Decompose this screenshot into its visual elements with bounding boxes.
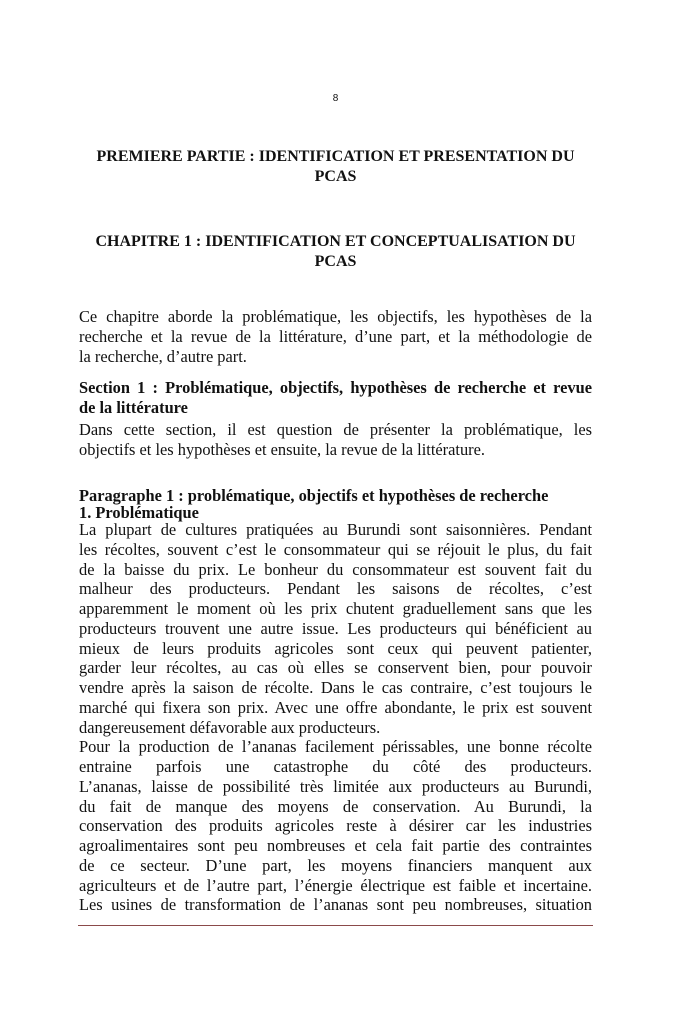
chapter-title [79,232,592,272]
problematique-body [79,520,592,915]
paragraph-title: Paragraphe 1 : problématique, objectifs et hypothèses de recherche [79,486,549,505]
text-line: malheur des producteurs. Pendant les saisons de récoltes, c’est [79,579,592,599]
text-line: La plupart de cultures pratiquées au Burundi sont saisonnières. Pendant [79,520,592,539]
text-line: Section 1 : Problématique, objectifs, hypothèses de recherche et revue [79,378,592,397]
text-line: conservation des produits agricoles reste à désirer car les industries [79,816,592,836]
text-line: de la littérature [79,398,188,417]
text-line: Dans cette section, il est question de présenter la problématique, les [79,420,592,439]
section-body [79,420,592,460]
text-line: vendre après la saison de récolte. Dans le cas contraire, c’est toujours le [79,678,592,697]
text-line: recherche et la revue de la littérature, d’une part, et la méthodologie de [79,327,592,346]
part-title [79,147,592,187]
page-number: 8 [332,93,339,104]
text-line: Ce chapitre aborde la problématique, les objectifs, les hypothèses de la [79,307,592,326]
chapter-title-line: PCAS [314,253,357,270]
paragraph-heading [79,487,592,521]
text-line: mieux de leurs produits agricoles sont ceux qui peuvent patienter, [79,638,592,658]
text-line: agriculteurs et de l’autre part, l’énergie électrique est faible et incertaine. [79,875,592,895]
part-title-line: PREMIERE PARTIE : IDENTIFICATION ET PRESENTATION DU [96,148,575,165]
text-line: du fait de manque des moyens de conservation. Au Burundi, la [79,796,592,816]
text-line: apparemment le moment où les prix chutent graduellement sans que les [79,599,592,618]
text-line: marché qui fixera son prix. Avec une offre abondante, le prix est souvent [79,697,592,717]
text-line: objectifs et les hypothèses et ensuite, la revue de la littérature. [79,440,485,459]
text-line: les récoltes, souvent c’est le consommateur qui se réjouit le plus, du fait [79,539,592,559]
text-line: L’ananas, laisse de possibilité très limitée aux producteurs au Burundi, [79,776,592,796]
text-line: dangereusement défavorable aux producteurs. [79,717,381,737]
text-line: de la baisse du prix. Le bonheur du consommateur est souvent fait du [79,559,592,579]
part-title-line: PCAS [314,168,357,185]
text-line: de ce secteur. D’une part, les moyens financiers manquent aux [79,855,592,875]
text-line: producteurs trouvent une autre issue. Les producteurs qui bénéficient au [79,618,592,638]
text-line: garder leur récoltes, au cas où elles se conservent bien, pour pouvoir [79,658,592,678]
intro-paragraph [79,307,592,367]
text-line: entraine parfois une catastrophe du côté des producteurs. [79,757,592,776]
chapter-title-line: CHAPITRE 1 : IDENTIFICATION ET CONCEPTUALISATION DU [95,233,576,250]
text-line: la recherche, d’autre part. [79,347,247,366]
subsection-title: 1. Problématique [79,503,199,522]
section-heading [79,378,592,418]
text-line: agroalimentaires sont peu nombreuses et cela fait partie des contraintes [79,836,592,855]
text-line: Les usines de transformation de l’ananas sont peu nombreuses, situation [79,895,592,915]
footer-divider [78,925,593,926]
text-line: Pour la production de l’ananas facilement périssables, une bonne récolte [79,737,592,757]
